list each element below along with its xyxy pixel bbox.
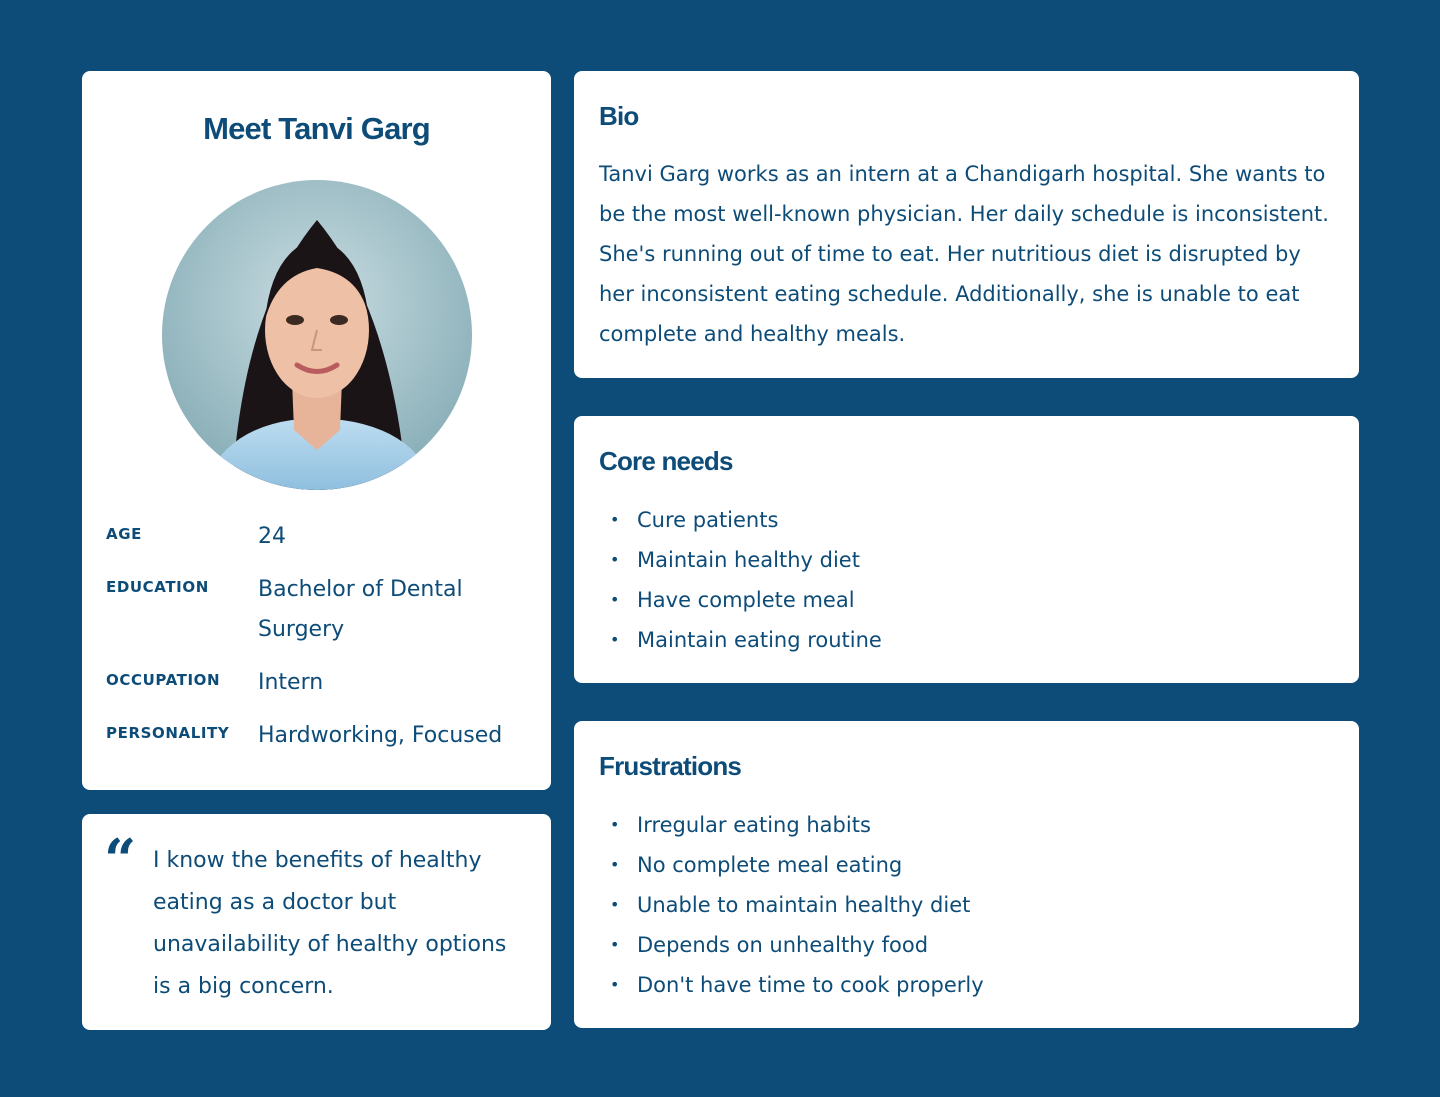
fact-education — [106, 570, 531, 650]
frustrations-list — [610, 805, 1339, 1005]
profile-card — [82, 71, 551, 790]
fact-occupation — [106, 663, 531, 703]
fact-value: 24 — [258, 524, 286, 549]
fact-label: OCCUPATION — [106, 671, 221, 689]
list-item: • Unable to maintain healthy diet — [610, 885, 1339, 925]
bio-text: Tanvi Garg works as an intern at a Chandigarh hospital. She wants to be the most well-known physician. Her daily schedule is inconsistent. She's running out of time to eat. Her nutritious diet is disrupted by her inconsistent eating schedule. Additionally, she is unable to eat complete and healthy meals. — [599, 162, 1329, 346]
list-item: • Cure patients — [610, 500, 1339, 540]
list-item: • Depends on unhealthy food — [610, 925, 1339, 965]
list-item: • Maintain eating routine — [610, 620, 1339, 660]
frustrations-title: Frustrations — [599, 751, 742, 781]
portrait-image — [162, 180, 472, 490]
core-needs-card — [574, 416, 1359, 683]
list-item: • Irregular eating habits — [610, 805, 1339, 845]
core-needs-list — [610, 500, 1339, 660]
profile-facts — [106, 517, 531, 769]
bio-title: Bio — [599, 101, 639, 131]
quote-icon: “ — [104, 827, 137, 893]
list-item: • Maintain healthy diet — [610, 540, 1339, 580]
fact-label: AGE — [106, 525, 142, 543]
fact-label: PERSONALITY — [106, 724, 230, 742]
avatar — [162, 180, 472, 490]
quote-card — [82, 814, 551, 1030]
profile-title: Meet Tanvi Garg — [203, 111, 430, 146]
fact-value: Bachelor of Dental Surgery — [258, 577, 463, 642]
fact-value: Intern — [258, 670, 324, 695]
fact-personality — [106, 716, 531, 756]
fact-value: Hardworking, Focused — [258, 723, 503, 748]
list-item: • No complete meal eating — [610, 845, 1339, 885]
list-item: • Don't have time to cook properly — [610, 965, 1339, 1005]
quote-text: I know the benefits of healthy eating as a doctor but unavailability of healthy options is a big concern. — [153, 848, 507, 999]
fact-label: EDUCATION — [106, 578, 209, 596]
list-item: • Have complete meal — [610, 580, 1339, 620]
bio-card — [574, 71, 1359, 378]
fact-age — [106, 517, 531, 557]
frustrations-card — [574, 721, 1359, 1028]
core-needs-title: Core needs — [599, 446, 733, 476]
